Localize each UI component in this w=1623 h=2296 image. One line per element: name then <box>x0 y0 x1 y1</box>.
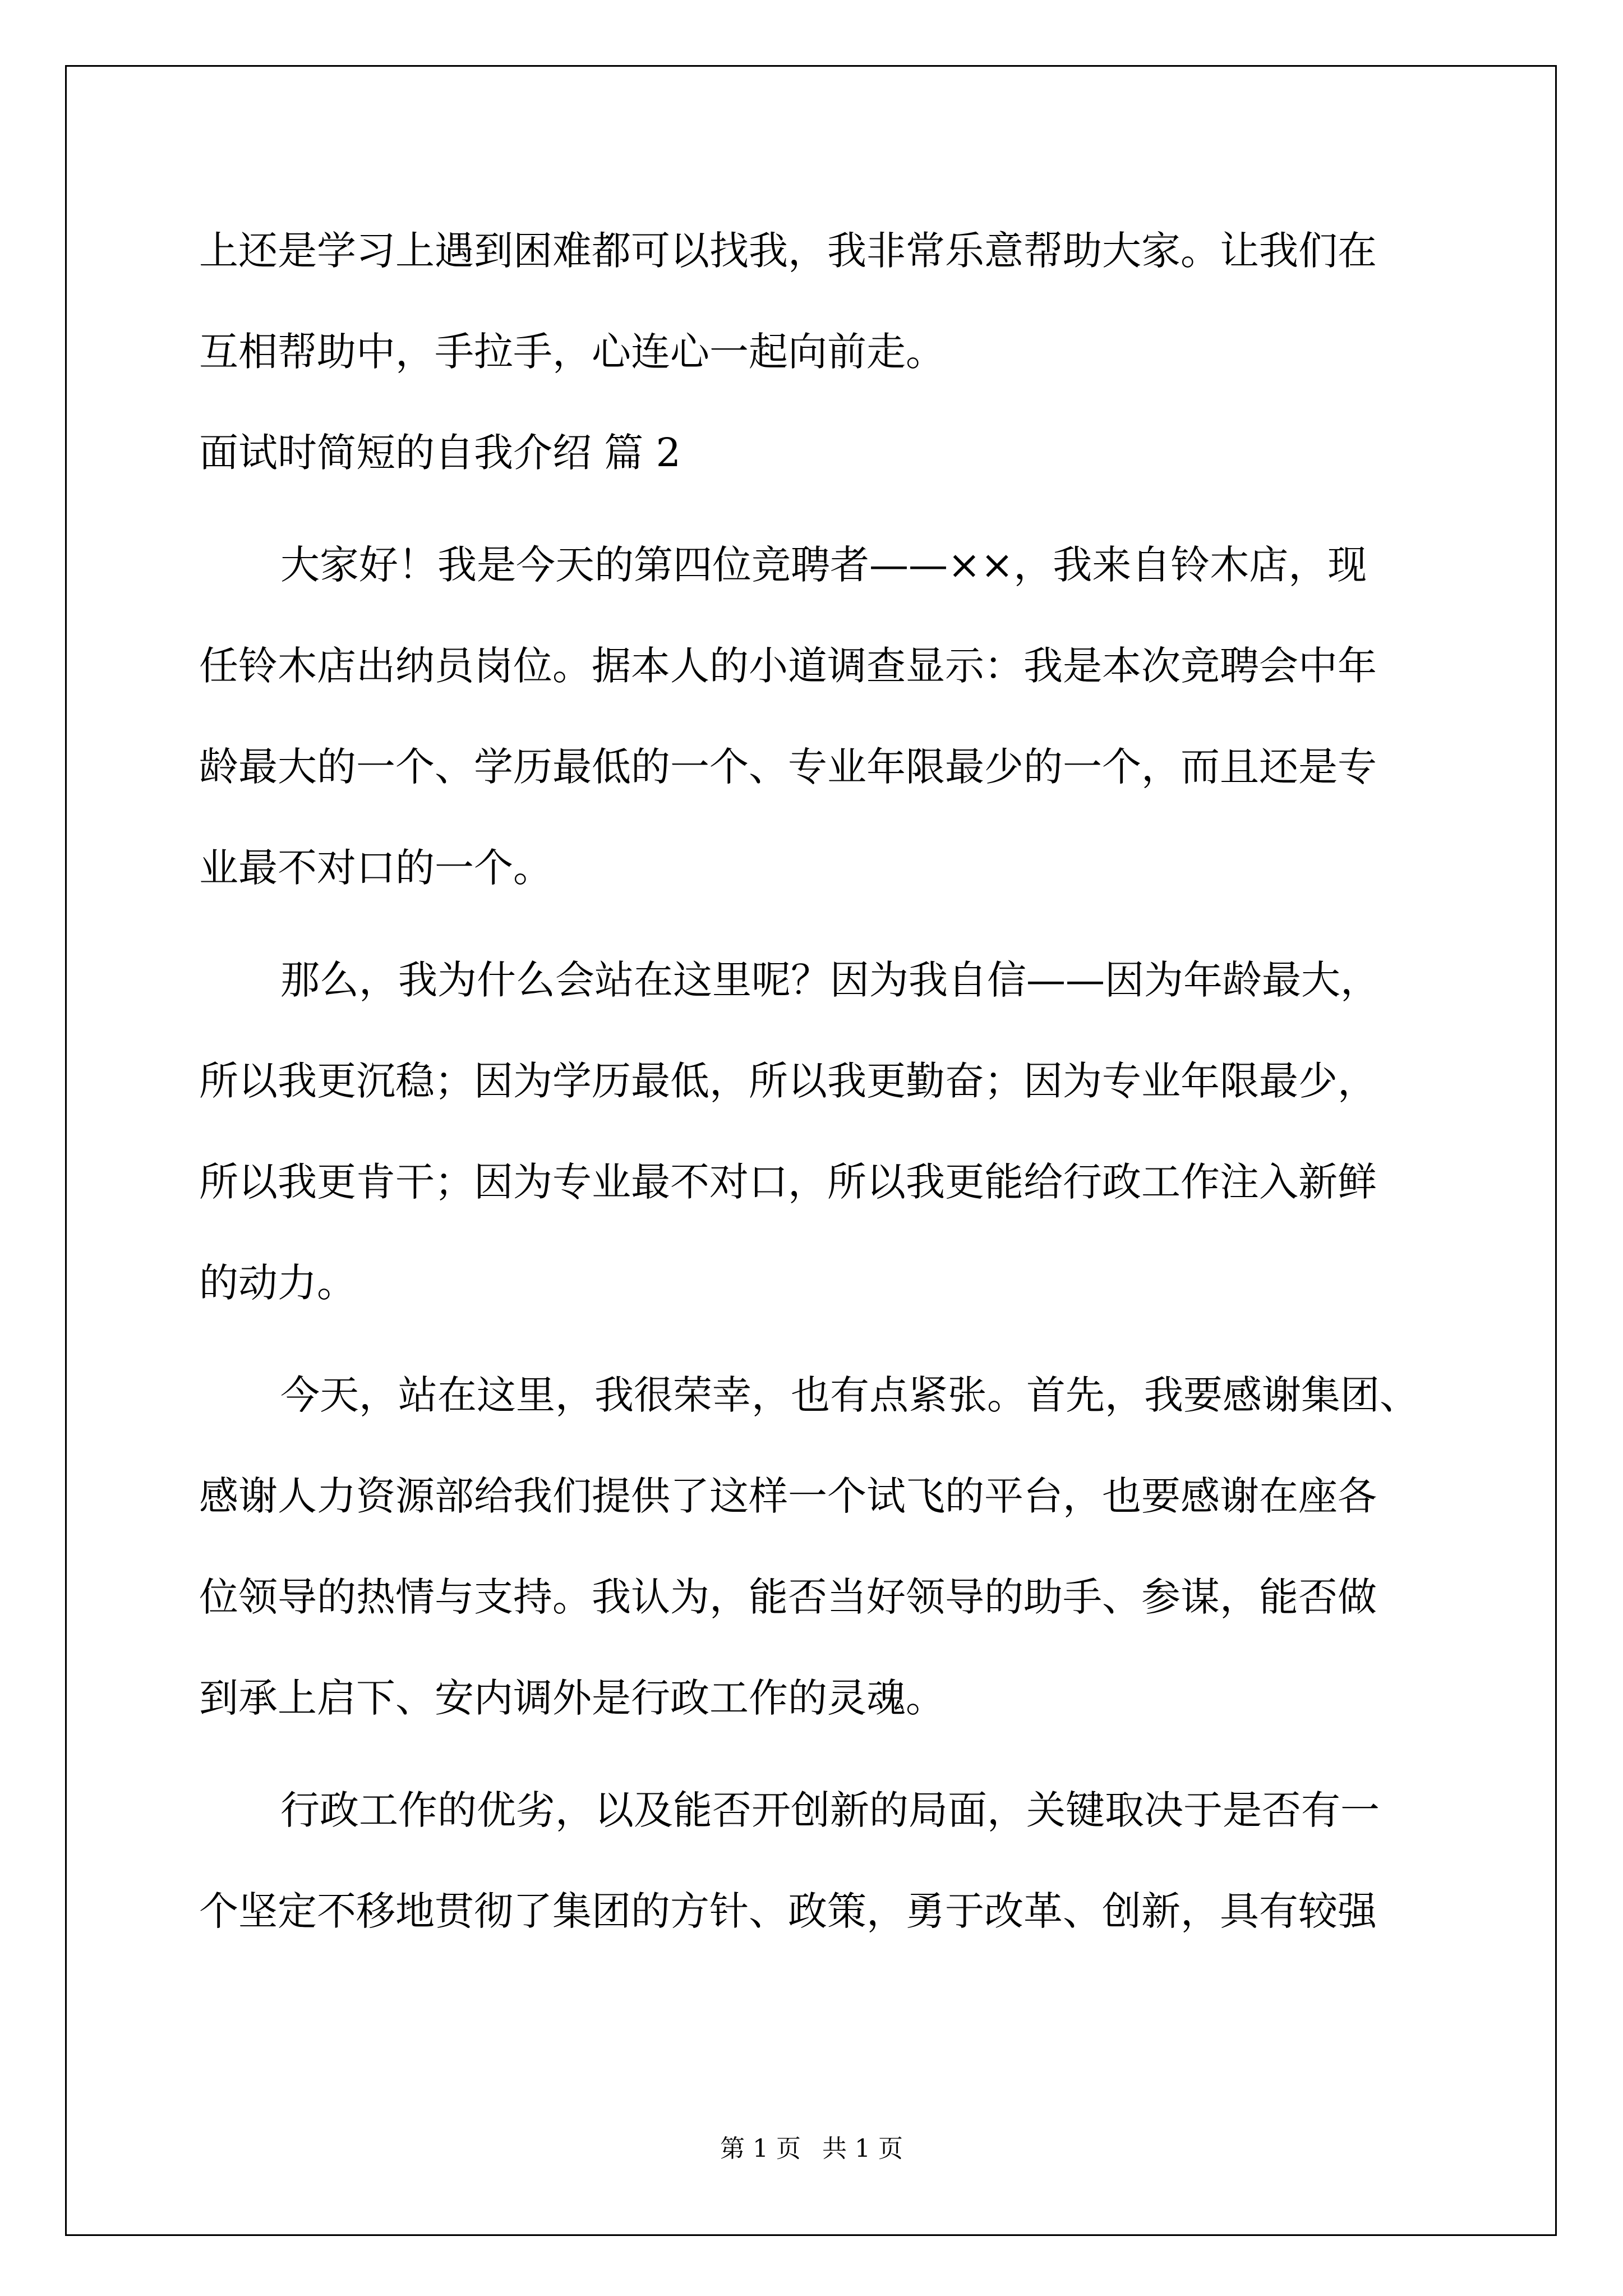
text-line: 所以我更沉稳；因为学历最低，所以我更勤奋；因为专业年限最少， <box>199 1058 1377 1104</box>
text-line: 业最不对口的一个。 <box>199 845 552 891</box>
page-footer <box>0 2128 1623 2164</box>
text-line: 任铃木店出纳员岗位。据本人的小道调查显示：我是本次竞聘会中年 <box>199 643 1377 689</box>
text-line: 的动力。 <box>199 1260 356 1306</box>
section-heading: 面试时简短的自我介绍 篇 2 <box>199 430 681 476</box>
page-total: 共 1 页 <box>822 2134 903 2163</box>
text-line: 那么，我为什么会站在这里呢？因为我自信——因为年龄最大， <box>280 957 1380 1003</box>
text-line: 大家好！我是今天的第四位竞聘者——××，我来自铃木店，现 <box>280 542 1367 588</box>
text-line: 个坚定不移地贯彻了集团的方针、政策，勇于改革、创新，具有较强 <box>199 1888 1377 1934</box>
text-line: 位领导的热情与支持。我认为，能否当好领导的助手、参谋，能否做 <box>199 1574 1377 1620</box>
text-line: 互相帮助中，手拉手，心连心一起向前走。 <box>199 329 945 375</box>
text-line: 到承上启下、安内调外是行政工作的灵魂。 <box>199 1675 945 1721</box>
text-line: 龄最大的一个、学历最低的一个、专业年限最少的一个，而且还是专 <box>199 744 1377 790</box>
text-line: 所以我更肯干；因为专业最不对口，所以我更能给行政工作注入新鲜 <box>199 1159 1377 1205</box>
text-line: 今天，站在这里，我很荣幸，也有点紧张。首先，我要感谢集团、 <box>280 1372 1419 1418</box>
text-line: 上还是学习上遇到困难都可以找我，我非常乐意帮助大家。让我们在 <box>199 228 1377 274</box>
text-line: 感谢人力资源部给我们提供了这样一个试飞的平台，也要感谢在座各 <box>199 1473 1377 1519</box>
page-number: 第 1 页 <box>720 2134 801 2163</box>
text-line: 行政工作的优劣，以及能否开创新的局面，关键取决于是否有一 <box>280 1787 1380 1833</box>
